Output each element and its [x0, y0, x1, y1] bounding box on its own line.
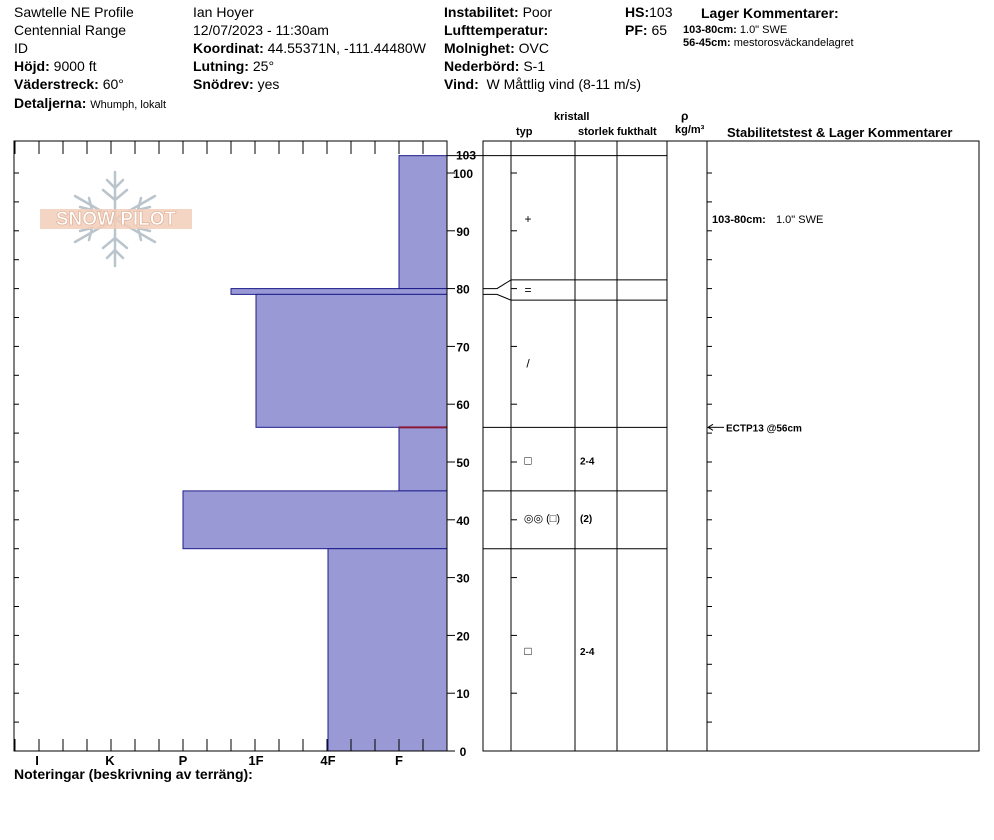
layer-comments-title: Lager Kommentarer:	[701, 5, 839, 21]
wind-label: Vind:	[444, 76, 479, 92]
precip-label: Nederbörd:	[444, 58, 520, 74]
grain-size-label: 2-4	[580, 456, 595, 468]
aspect-value: 60°	[102, 76, 124, 92]
state-name: ID	[14, 40, 28, 56]
drift-label: Snödrev:	[193, 76, 254, 92]
height-top-label: 103	[455, 148, 477, 163]
storlek-header: storlek	[578, 126, 615, 138]
hardness-bar	[256, 294, 447, 427]
kristall-header: kristall	[554, 111, 590, 123]
stability-test-label: ECTP13 @56cm	[726, 423, 802, 435]
datetime: 12/07/2023 - 11:30am	[193, 22, 329, 38]
grain-type-label: □	[524, 644, 532, 659]
height-tick-label: 0	[459, 745, 467, 759]
pf-value: 65	[651, 22, 668, 38]
range-name: Centennial Range	[14, 22, 127, 38]
profile-name: Sawtelle NE Profile	[14, 4, 134, 20]
height-tick-label: 90	[456, 224, 470, 239]
typ-header: typ	[516, 126, 533, 138]
coord-value: 44.55371N, -111.44480W	[267, 40, 426, 56]
stability-column	[707, 141, 979, 751]
coord-label: Koordinat:	[193, 40, 264, 56]
snowpilot-logo	[40, 209, 192, 230]
precip-value: S-1	[523, 58, 546, 74]
hs-label: HS:	[625, 4, 650, 20]
layer-comment-range: 56-45cm:	[683, 37, 731, 49]
density-column	[667, 141, 707, 751]
elevation-label: Höjd:	[14, 58, 50, 74]
hardness-tick-label: F	[395, 753, 403, 768]
layer-boundary-connector	[483, 280, 511, 289]
aspect-label: Väderstreck:	[14, 76, 99, 92]
logo-text: SNOW PILOT	[55, 209, 177, 230]
layer-comment-text: 1.0" SWE	[739, 24, 788, 36]
slope-value: 25°	[252, 58, 275, 74]
height-tick-label: 40	[456, 513, 470, 528]
grain-size-label: 2-4	[580, 647, 595, 659]
slope-label: Lutning:	[193, 58, 249, 74]
sky-value: OVC	[518, 40, 549, 56]
details-value: Whumph, lokalt	[90, 99, 167, 111]
hardness-tick-label: 4F	[320, 753, 336, 768]
fukthalt-header: fukthalt	[617, 126, 657, 138]
hardness-bar	[328, 549, 447, 751]
layer-boundary-connector	[483, 294, 511, 300]
observer-name: Ian Hoyer	[193, 4, 254, 20]
height-tick-label: 60	[456, 398, 470, 413]
stability-header: Stabilitetstest & Lager Kommentarer	[727, 125, 953, 140]
density-unit-header: kg/m³	[675, 124, 705, 136]
hardness-tick-label: P	[178, 753, 188, 768]
hardness-bar	[399, 427, 447, 491]
elevation-value: 9000 ft	[53, 58, 97, 74]
airtemp-label: Lufttemperatur:	[444, 22, 549, 38]
height-tick-label: 20	[456, 629, 470, 644]
hardness-tick-label: 1F	[248, 753, 264, 768]
grain-type-label: □	[524, 453, 532, 468]
rho-header: ρ	[681, 109, 689, 123]
wind-value: W Måttlig vind (8-11 m/s)	[486, 76, 642, 92]
grain-size-label: (2)	[580, 514, 593, 526]
layer-note-range: 103-80cm:	[712, 214, 766, 227]
layer-note-text: 1.0" SWE	[776, 214, 824, 227]
height-tick-label: 70	[456, 340, 470, 355]
height-tick-label: 100	[452, 167, 474, 181]
hardness-bar	[231, 289, 447, 295]
height-tick-label: 80	[456, 282, 470, 297]
height-tick-label: 10	[456, 687, 470, 702]
hardness-tick-label: I	[35, 753, 39, 768]
grain-type-label: =	[524, 282, 532, 297]
grain-type-label: +	[524, 212, 532, 227]
hardness-bar	[399, 156, 447, 289]
notes-label: Noteringar (beskrivning av terräng):	[14, 766, 253, 782]
sky-label: Molnighet:	[444, 40, 515, 56]
hs-value: 103	[649, 4, 673, 20]
instability-label: Instabilitet:	[444, 4, 519, 20]
details-label: Detaljerna:	[14, 95, 87, 111]
height-tick-label: 30	[456, 571, 470, 586]
hardness-bar	[183, 491, 447, 549]
grain-type-label: ◎◎ (□)	[523, 513, 561, 526]
layer-comment-text: mestorosväckandelagret	[733, 37, 854, 49]
height-tick-label: 50	[456, 456, 470, 470]
drift-value: yes	[257, 76, 280, 92]
hardness-tick-label: K	[105, 753, 115, 768]
layer-comment-range: 103-80cm:	[683, 24, 737, 36]
grain-type-label: /	[526, 356, 530, 371]
instability-value: Poor	[522, 4, 553, 20]
pf-label: PF:	[625, 22, 648, 38]
